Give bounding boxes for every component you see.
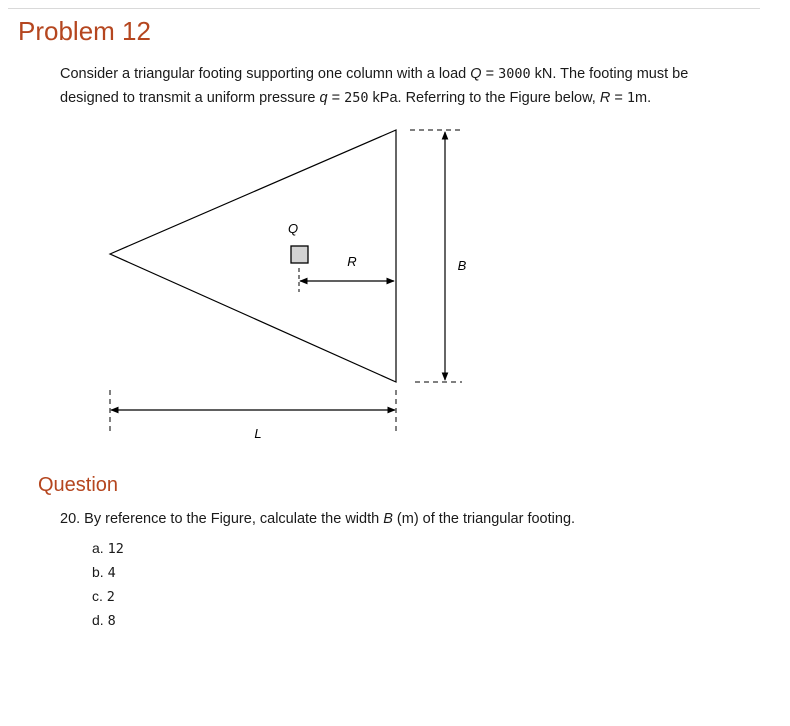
option-value: 8 (107, 613, 116, 629)
label-L: L (254, 426, 262, 441)
option-letter: a. (92, 540, 108, 556)
question-suffix: (m) of the triangular footing. (392, 511, 576, 527)
answer-options (92, 536, 124, 632)
equals-2: = (327, 90, 345, 106)
var-q: q (319, 90, 328, 106)
column-square (291, 246, 308, 263)
option-letter: b. (92, 564, 108, 580)
option-d[interactable] (92, 608, 124, 632)
var-R: R (599, 90, 611, 106)
intro-text-1: Consider a triangular footing supporting one column with a load (60, 66, 471, 82)
option-letter: c. (92, 588, 107, 604)
question-text (60, 511, 575, 527)
option-letter: d. (92, 612, 108, 628)
var-B: B (383, 511, 393, 527)
option-value: 4 (107, 565, 116, 581)
intro-text-4: m. (635, 90, 652, 106)
load-value: 3000 (498, 66, 531, 82)
intro-text-2: kN. The footing must be designed to transmit a uniform pressure (60, 66, 689, 106)
option-a[interactable] (92, 536, 124, 560)
r-value: 1 (626, 90, 635, 106)
option-value: 2 (106, 589, 115, 605)
var-Q: Q (470, 66, 482, 82)
option-c[interactable] (92, 584, 124, 608)
intro-text-3: kPa. Referring to the Figure below, (368, 90, 600, 106)
question-heading: Question (38, 474, 119, 496)
option-b[interactable] (92, 560, 124, 584)
label-B: B (457, 258, 467, 273)
option-value: 12 (107, 541, 124, 557)
label-Q: Q (287, 221, 299, 236)
equals-3: = (610, 90, 627, 106)
equals-1: = (481, 66, 499, 82)
label-R: R (347, 254, 357, 269)
pressure-value: 250 (344, 90, 369, 106)
question-prefix: 20. By reference to the Figure, calculate the width (60, 511, 384, 527)
problem-title: Problem 12 (18, 16, 151, 46)
